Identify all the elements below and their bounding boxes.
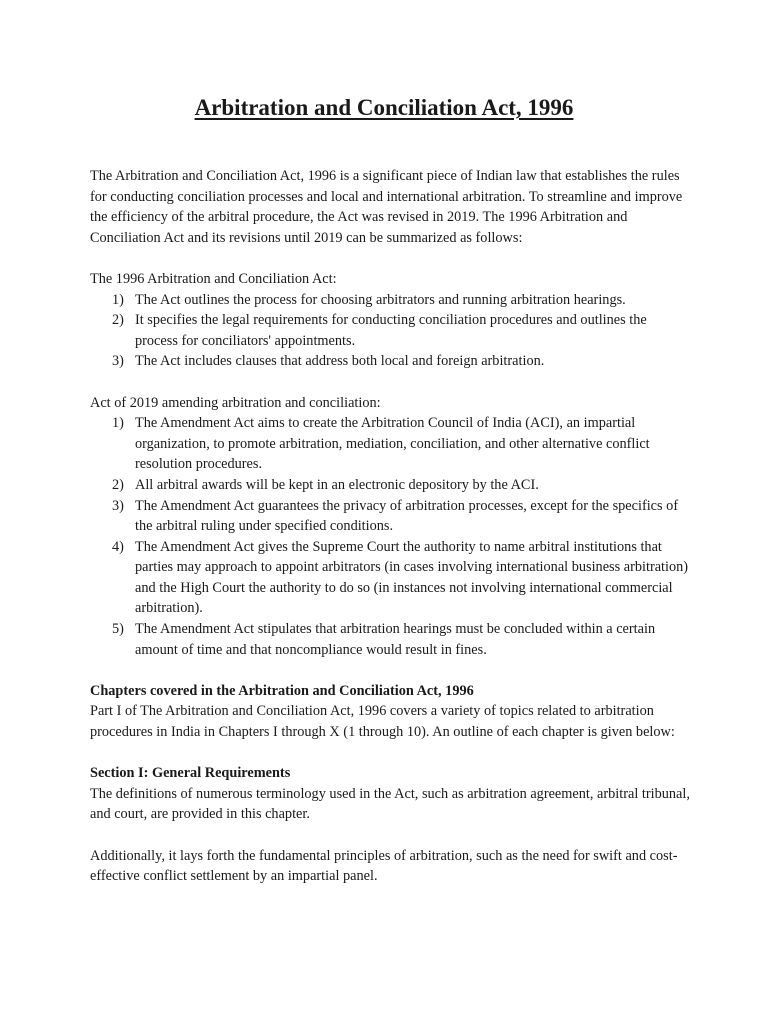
list-item	[90, 475, 690, 496]
list-item	[90, 290, 690, 311]
list-text: All arbitral awards will be kept in an electronic depository by the ACI.	[135, 476, 539, 493]
list-number: 4)	[112, 538, 124, 555]
act-2019-heading: Act of 2019 amending arbitration and conciliation:	[90, 394, 381, 411]
list-number: 5)	[112, 621, 124, 638]
list-number: 2)	[112, 312, 124, 329]
list-item	[90, 413, 690, 475]
list-number: 1)	[112, 291, 124, 308]
list-text: The Amendment Act guarantees the privacy of arbitration processes, except for the specifics of the arbitral ruling under specified conditions.	[135, 497, 679, 535]
list-number: 1)	[112, 415, 124, 432]
list-item	[90, 351, 690, 372]
list-text: The Amendment Act stipulates that arbitration hearings must be concluded within a certain amount of time and that noncompliance would result in fines.	[135, 621, 656, 658]
list-number: 3)	[112, 353, 124, 370]
list-text: The Amendment Act aims to create the Arbitration Council of India (ACI), an impartial organization, to promote arbitration, mediation, conciliation, and other alternative conflict resolution procedures.	[135, 415, 650, 473]
list-item	[90, 537, 690, 619]
list-text: The Amendment Act gives the Supreme Court the authority to name arbitral institutions that parties may approach to appoint arbitrators (in cases involving international business arbitration) and the High Court the authority to do so (in instances not involving international commercial arbitration).	[135, 538, 689, 617]
act-1996-list	[90, 290, 690, 372]
list-number: 3)	[112, 497, 124, 514]
chapters-heading: Chapters covered in the Arbitration and Conciliation Act, 1996	[90, 682, 474, 699]
list-item	[90, 619, 690, 660]
section-1-heading: Section I: General Requirements	[90, 765, 291, 782]
chapters-paragraph: Part I of The Arbitration and Conciliation Act, 1996 covers a variety of topics related to arbitration procedures in India in Chapters I through X (1 through 10). An outline of each chapter is given below:	[90, 703, 675, 741]
list-text: It specifies the legal requirements for conducting conciliation procedures and outlines the process for conciliators' appointments.	[135, 312, 647, 349]
intro-paragraph: The Arbitration and Conciliation Act, 1996 is a significant piece of Indian law that establishes the rules for conducting conciliation processes and local and international arbitration. To streamline and improve the efficiency of the arbitral procedure, the Act was revised in 2019. The 1996 Arbitration and Conciliation Act and its revisions until 2019 can be summarized as follows:	[90, 168, 683, 246]
list-item	[90, 496, 690, 537]
document-title: Arbitration and Conciliation Act, 1996	[194, 95, 574, 120]
section-1-paragraph-2: Additionally, it lays forth the fundamental principles of arbitration, such as the need for swift and cost-effective conflict settlement by an impartial panel.	[90, 847, 678, 885]
list-text: The Act includes clauses that address both local and foreign arbitration.	[135, 353, 545, 370]
section-1-paragraph-1: The definitions of numerous terminology used in the Act, such as arbitration agreement, arbitral tribunal, and court, are provided in this chapter.	[90, 785, 690, 823]
list-text: The Act outlines the process for choosing arbitrators and running arbitration hearings.	[135, 291, 626, 308]
list-number: 2)	[112, 476, 124, 493]
document-body	[90, 166, 690, 887]
list-item	[90, 310, 690, 351]
act-1996-heading: The 1996 Arbitration and Conciliation Act:	[90, 270, 337, 287]
act-2019-list	[90, 413, 690, 660]
